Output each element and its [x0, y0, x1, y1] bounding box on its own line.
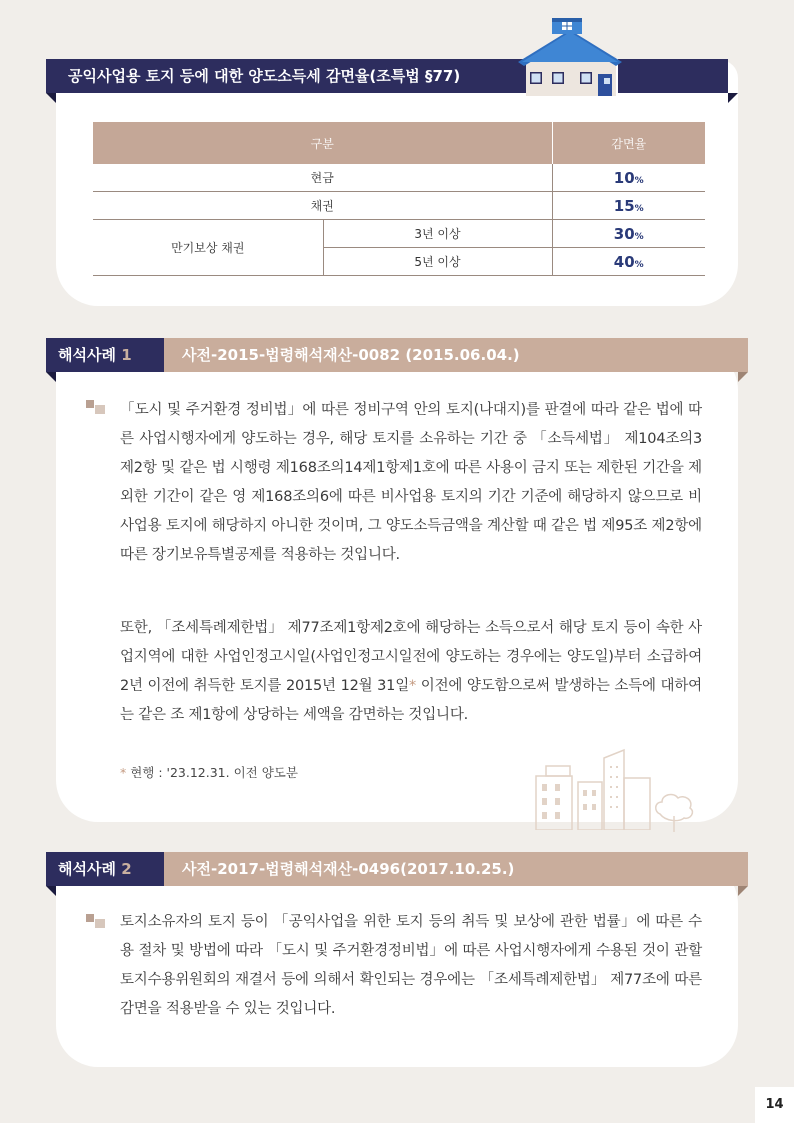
case2-label: 해석사례 2 — [46, 852, 164, 886]
row-rate: 30% — [552, 220, 705, 248]
row-rate: 15% — [552, 192, 705, 220]
header-category: 구분 — [93, 122, 552, 164]
row-rate: 10% — [552, 164, 705, 192]
case2-fold-left — [46, 886, 56, 896]
case1-footnote: * 현행 : '23.12.31. 이전 양도분 — [120, 765, 298, 780]
reduction-rate-table — [93, 122, 705, 276]
section-title-bar — [46, 59, 562, 93]
title-bar-extension — [618, 59, 728, 93]
case2-paragraph-1: 토지소유자의 토지 등이 「공익사업을 위한 토지 등의 취득 및 보상에 관한 법률」에 따른 수용 절차 및 방법에 따라 「도시 및 주거환경정비법」에 따른 사업시행자에게 수용된 것이 관할 토지수용위원회의 재결서 등에 의해서 확인되는 경우에는 「조세특례제한법」 제77조에 따른 감면을 적용받을 수 있는 것입니다. — [120, 914, 702, 1017]
bullet-squares-icon — [86, 400, 108, 414]
house-icon — [512, 18, 624, 96]
row-rate: 40% — [552, 248, 705, 276]
case2-fold-right — [738, 886, 748, 896]
row-label: 5년 이상 — [323, 248, 552, 276]
case1-fold-right — [738, 372, 748, 382]
table-row — [93, 164, 705, 192]
table-row — [93, 192, 705, 220]
section-title: 공익사업용 토지 등에 대한 양도소득세 감면율(조특법 §77) — [68, 67, 461, 85]
title-bar-right-fold — [728, 93, 738, 103]
row-group-label: 만기보상 채권 — [93, 220, 323, 276]
case1-paragraph-2: 또한, 「조세특례제한법」 제77조제1항제2호에 해당하는 소득으로서 해당 토지 등이 속한 사업지역에 대한 사업인정고시일(사업인정고시일전에 양도하는 경우에는 양도일)부터 소급하여 2년 이전에 취득한 토지를 2015년 12월 31일* 이전에 양도함으로써 발생하는 소득에 대하여는 같은 조 제1항에 상당하는 세액을 감면하는 것입니다. — [120, 620, 702, 723]
case1-label: 해석사례 1 — [46, 338, 164, 372]
header-rate: 감면율 — [552, 122, 705, 164]
title-fold — [46, 93, 56, 103]
table-row — [93, 220, 705, 248]
case2-ref: 사전-2017-법령해석재산-0496(2017.10.25.) — [164, 852, 748, 886]
case1-paragraph-1: 「도시 및 주거환경 정비법」에 따른 정비구역 안의 토지(나대지)를 판결에 따라 같은 법에 따른 사업시행자에게 양도하는 경우, 해당 토지를 소유하는 기간 중 「소득세법」 제104조의3제2항 및 같은 법 시행령 제168조의14제1항제1호에 따른 사용이 금지 또는 제한된 기간을 제외한 기간이 같은 영 제168조의6에 따른 비사업용 토지의 기간 기준에 해당하지 않으므로 비사업용 토지에 해당하지 아니한 것이며, 그 양도소득금액을 계산할 때 같은 법 제95조 제2항에 따른 장기보유특별공제를 적용하는 것입니다. — [120, 402, 702, 563]
case1-header — [46, 338, 748, 372]
page-number: 14 — [755, 1087, 794, 1123]
case1-fold-left — [46, 372, 56, 382]
case2-header — [46, 852, 748, 886]
bullet-squares-icon — [86, 914, 108, 928]
row-label: 채권 — [93, 192, 552, 220]
row-label: 현금 — [93, 164, 552, 192]
tree-icon — [652, 790, 696, 832]
row-label: 3년 이상 — [323, 220, 552, 248]
case1-ref: 사전-2015-법령해석재산-0082 (2015.06.04.) — [164, 338, 748, 372]
